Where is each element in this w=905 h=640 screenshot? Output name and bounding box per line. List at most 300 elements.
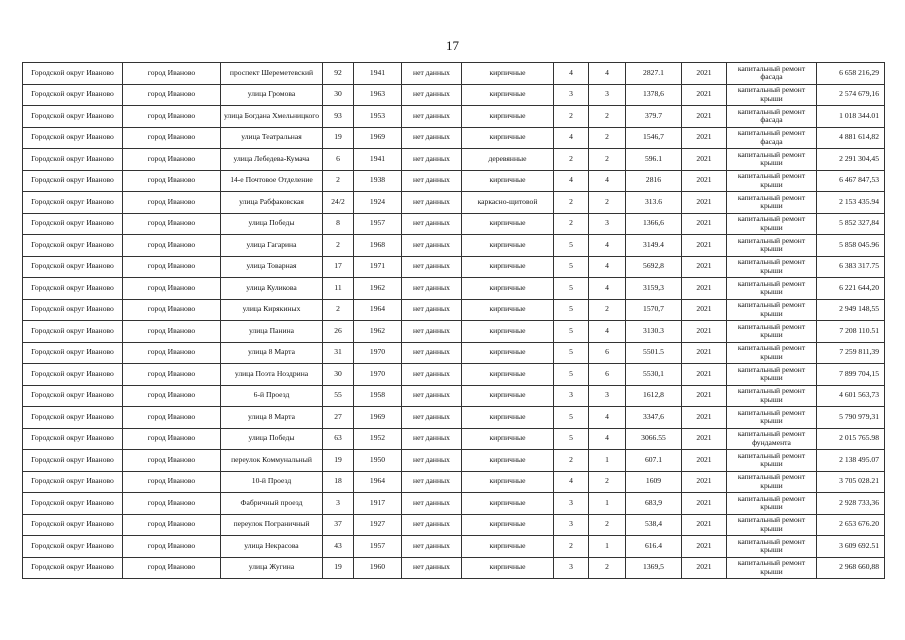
- cell-municipality: Городской округ Иваново: [23, 192, 123, 214]
- cell-house-number: 19: [323, 450, 354, 472]
- cell-house-number: 6: [323, 149, 354, 171]
- table-row: [23, 256, 885, 278]
- cell-year-renovated: нет данных: [402, 557, 462, 579]
- cell-municipality: Городской округ Иваново: [23, 536, 123, 558]
- cell-settlement: город Иваново: [123, 450, 221, 472]
- cell-floors: 2: [554, 192, 589, 214]
- cell-municipality: Городской округ Иваново: [23, 450, 123, 472]
- cell-settlement: город Иваново: [123, 493, 221, 515]
- cell-settlement: город Иваново: [123, 63, 221, 85]
- cell-wall-material: каркасно-щитовой: [462, 192, 554, 214]
- cell-settlement: город Иваново: [123, 321, 221, 343]
- cell-wall-material: кирпичные: [462, 256, 554, 278]
- cell-wall-material: кирпичные: [462, 235, 554, 257]
- cell-work-type: капитальный ремонт крыши: [727, 557, 817, 579]
- cell-wall-material: кирпичные: [462, 278, 554, 300]
- cell-wall-material: кирпичные: [462, 364, 554, 386]
- cell-work-year: 2021: [682, 557, 727, 579]
- cell-floors: 5: [554, 256, 589, 278]
- cell-work-type: капитальный ремонт крыши: [727, 192, 817, 214]
- cell-municipality: Городской округ Иваново: [23, 493, 123, 515]
- cell-year-renovated: нет данных: [402, 235, 462, 257]
- cell-municipality: Городской округ Иваново: [23, 170, 123, 192]
- cell-floors: 3: [554, 84, 589, 106]
- cell-year-renovated: нет данных: [402, 63, 462, 85]
- cell-settlement: город Иваново: [123, 385, 221, 407]
- cell-cost: 6 383 317.75: [817, 256, 885, 278]
- cell-work-type: капитальный ремонт крыши: [727, 514, 817, 536]
- cell-work-type: капитальный ремонт крыши: [727, 84, 817, 106]
- cell-municipality: Городской округ Иваново: [23, 471, 123, 493]
- cell-work-year: 2021: [682, 84, 727, 106]
- cell-year-built: 1962: [354, 321, 402, 343]
- cell-entrances: 3: [589, 213, 626, 235]
- cell-year-built: 1962: [354, 278, 402, 300]
- cell-house-number: 18: [323, 471, 354, 493]
- cell-floors: 5: [554, 342, 589, 364]
- cell-wall-material: кирпичные: [462, 299, 554, 321]
- cell-entrances: 4: [589, 63, 626, 85]
- cell-house-number: 63: [323, 428, 354, 450]
- cell-street: улица Товарная: [221, 256, 323, 278]
- cell-year-built: 1941: [354, 149, 402, 171]
- cell-floors: 4: [554, 471, 589, 493]
- table-row: [23, 385, 885, 407]
- cell-area: 3149.4: [626, 235, 682, 257]
- cell-work-year: 2021: [682, 321, 727, 343]
- cell-work-year: 2021: [682, 428, 727, 450]
- cell-settlement: город Иваново: [123, 213, 221, 235]
- cell-street: 14-е Почтовое Отделение: [221, 170, 323, 192]
- cell-entrances: 2: [589, 127, 626, 149]
- cell-entrances: 4: [589, 256, 626, 278]
- cell-cost: 2 574 679,16: [817, 84, 885, 106]
- table-row: [23, 342, 885, 364]
- cell-year-renovated: нет данных: [402, 213, 462, 235]
- cell-cost: 2 949 148,55: [817, 299, 885, 321]
- cell-wall-material: деревянные: [462, 149, 554, 171]
- cell-cost: 2 153 435.94: [817, 192, 885, 214]
- cell-work-type: капитальный ремонт крыши: [727, 471, 817, 493]
- cell-settlement: город Иваново: [123, 557, 221, 579]
- cell-cost: 4 601 563,73: [817, 385, 885, 407]
- cell-entrances: 1: [589, 450, 626, 472]
- cell-municipality: Городской округ Иваново: [23, 364, 123, 386]
- cell-area: 3130.3: [626, 321, 682, 343]
- table-row: [23, 106, 885, 128]
- cell-work-type: капитальный ремонт крыши: [727, 299, 817, 321]
- cell-cost: 7 208 110.51: [817, 321, 885, 343]
- cell-work-year: 2021: [682, 536, 727, 558]
- cell-floors: 5: [554, 299, 589, 321]
- table-row: [23, 192, 885, 214]
- cell-entrances: 6: [589, 342, 626, 364]
- cell-street: улица Победы: [221, 213, 323, 235]
- cell-floors: 5: [554, 428, 589, 450]
- cell-work-type: капитальный ремонт фасада: [727, 127, 817, 149]
- cell-wall-material: кирпичные: [462, 557, 554, 579]
- cell-cost: 5 858 045.96: [817, 235, 885, 257]
- cell-street: переулок Коммунальный: [221, 450, 323, 472]
- cell-floors: 2: [554, 450, 589, 472]
- cell-work-type: капитальный ремонт крыши: [727, 342, 817, 364]
- cell-municipality: Городской округ Иваново: [23, 235, 123, 257]
- cell-area: 596.1: [626, 149, 682, 171]
- cell-entrances: 4: [589, 321, 626, 343]
- cell-year-built: 1963: [354, 84, 402, 106]
- cell-area: 5692,8: [626, 256, 682, 278]
- cell-year-built: 1938: [354, 170, 402, 192]
- cell-settlement: город Иваново: [123, 364, 221, 386]
- cell-wall-material: кирпичные: [462, 385, 554, 407]
- cell-work-type: капитальный ремонт фасада: [727, 63, 817, 85]
- cell-area: 2816: [626, 170, 682, 192]
- cell-cost: 4 881 614,82: [817, 127, 885, 149]
- cell-cost: 2 015 765.98: [817, 428, 885, 450]
- cell-street: улица Театральная: [221, 127, 323, 149]
- cell-entrances: 4: [589, 235, 626, 257]
- cell-year-built: 1969: [354, 127, 402, 149]
- cell-entrances: 6: [589, 364, 626, 386]
- table-row: [23, 364, 885, 386]
- cell-municipality: Городской округ Иваново: [23, 149, 123, 171]
- cell-settlement: город Иваново: [123, 84, 221, 106]
- table-row: [23, 321, 885, 343]
- cell-entrances: 2: [589, 149, 626, 171]
- cell-wall-material: кирпичные: [462, 342, 554, 364]
- table-row: [23, 127, 885, 149]
- cell-area: 1570,7: [626, 299, 682, 321]
- cell-municipality: Городской округ Иваново: [23, 299, 123, 321]
- cell-floors: 5: [554, 278, 589, 300]
- cell-wall-material: кирпичные: [462, 213, 554, 235]
- cell-municipality: Городской округ Иваново: [23, 321, 123, 343]
- cell-year-renovated: нет данных: [402, 450, 462, 472]
- cell-area: 1378,6: [626, 84, 682, 106]
- cell-year-built: 1960: [354, 557, 402, 579]
- cell-wall-material: кирпичные: [462, 407, 554, 429]
- cell-work-year: 2021: [682, 471, 727, 493]
- cell-entrances: 2: [589, 557, 626, 579]
- cell-wall-material: кирпичные: [462, 127, 554, 149]
- cell-house-number: 19: [323, 557, 354, 579]
- cell-year-renovated: нет данных: [402, 106, 462, 128]
- cell-year-renovated: нет данных: [402, 149, 462, 171]
- cell-work-type: капитальный ремонт крыши: [727, 256, 817, 278]
- cell-street: улица 8 Марта: [221, 342, 323, 364]
- cell-wall-material: кирпичные: [462, 63, 554, 85]
- cell-work-type: капитальный ремонт крыши: [727, 450, 817, 472]
- page-number: 17: [446, 38, 459, 53]
- cell-cost: 2 968 660,88: [817, 557, 885, 579]
- cell-work-type: капитальный ремонт фундамента: [727, 428, 817, 450]
- table-row: [23, 471, 885, 493]
- table-row: [23, 450, 885, 472]
- cell-work-year: 2021: [682, 106, 727, 128]
- cell-settlement: город Иваново: [123, 106, 221, 128]
- cell-floors: 2: [554, 106, 589, 128]
- cell-year-built: 1969: [354, 407, 402, 429]
- cell-year-renovated: нет данных: [402, 471, 462, 493]
- cell-entrances: 2: [589, 471, 626, 493]
- cell-cost: 2 291 304,45: [817, 149, 885, 171]
- cell-entrances: 4: [589, 278, 626, 300]
- cell-work-type: капитальный ремонт крыши: [727, 235, 817, 257]
- cell-work-year: 2021: [682, 213, 727, 235]
- cell-floors: 3: [554, 557, 589, 579]
- cell-work-year: 2021: [682, 299, 727, 321]
- cell-floors: 5: [554, 407, 589, 429]
- cell-work-type: капитальный ремонт крыши: [727, 321, 817, 343]
- cell-wall-material: кирпичные: [462, 536, 554, 558]
- cell-house-number: 30: [323, 364, 354, 386]
- cell-year-built: 1957: [354, 536, 402, 558]
- cell-entrances: 3: [589, 385, 626, 407]
- cell-area: 616.4: [626, 536, 682, 558]
- cell-area: 3066.55: [626, 428, 682, 450]
- table-row: [23, 407, 885, 429]
- cell-area: 1366,6: [626, 213, 682, 235]
- cell-cost: 3 609 692.51: [817, 536, 885, 558]
- cell-wall-material: кирпичные: [462, 106, 554, 128]
- cell-year-renovated: нет данных: [402, 256, 462, 278]
- cell-cost: 6 467 847,53: [817, 170, 885, 192]
- cell-floors: 4: [554, 127, 589, 149]
- table-row: [23, 63, 885, 85]
- cell-area: 5501.5: [626, 342, 682, 364]
- cell-cost: 1 018 344.01: [817, 106, 885, 128]
- cell-year-renovated: нет данных: [402, 342, 462, 364]
- cell-street: 10-й Проезд: [221, 471, 323, 493]
- table-row: [23, 278, 885, 300]
- cell-entrances: 3: [589, 84, 626, 106]
- cell-street: улица Рабфаковская: [221, 192, 323, 214]
- cell-area: 683,9: [626, 493, 682, 515]
- table-row: [23, 493, 885, 515]
- cell-settlement: город Иваново: [123, 149, 221, 171]
- cell-floors: 5: [554, 321, 589, 343]
- cell-year-renovated: нет данных: [402, 514, 462, 536]
- cell-year-built: 1941: [354, 63, 402, 85]
- cell-cost: 7 899 704,15: [817, 364, 885, 386]
- cell-cost: 3 705 028.21: [817, 471, 885, 493]
- cell-entrances: 4: [589, 170, 626, 192]
- cell-year-renovated: нет данных: [402, 428, 462, 450]
- cell-year-renovated: нет данных: [402, 84, 462, 106]
- cell-year-renovated: нет данных: [402, 192, 462, 214]
- cell-work-type: капитальный ремонт крыши: [727, 149, 817, 171]
- cell-street: улица Победы: [221, 428, 323, 450]
- cell-year-built: 1924: [354, 192, 402, 214]
- cell-street: улица Богдана Хмельницкого: [221, 106, 323, 128]
- cell-area: 3347,6: [626, 407, 682, 429]
- cell-work-type: капитальный ремонт крыши: [727, 278, 817, 300]
- cell-work-type: капитальный ремонт крыши: [727, 213, 817, 235]
- cell-work-type: капитальный ремонт крыши: [727, 385, 817, 407]
- cell-house-number: 43: [323, 536, 354, 558]
- cell-settlement: город Иваново: [123, 235, 221, 257]
- cell-municipality: Городской округ Иваново: [23, 514, 123, 536]
- cell-work-type: капитальный ремонт крыши: [727, 493, 817, 515]
- cell-house-number: 55: [323, 385, 354, 407]
- cell-area: 2827.1: [626, 63, 682, 85]
- cell-work-year: 2021: [682, 278, 727, 300]
- cell-floors: 4: [554, 63, 589, 85]
- cell-house-number: 2: [323, 170, 354, 192]
- cell-settlement: город Иваново: [123, 428, 221, 450]
- cell-year-renovated: нет данных: [402, 321, 462, 343]
- cell-street: улица Куликова: [221, 278, 323, 300]
- cell-floors: 2: [554, 536, 589, 558]
- cell-street: улица Лебедева-Кумача: [221, 149, 323, 171]
- cell-work-type: капитальный ремонт крыши: [727, 170, 817, 192]
- cell-floors: 5: [554, 364, 589, 386]
- cell-house-number: 30: [323, 84, 354, 106]
- cell-house-number: 3: [323, 493, 354, 515]
- cell-year-built: 1917: [354, 493, 402, 515]
- cell-house-number: 24/2: [323, 192, 354, 214]
- cell-cost: 2 653 676.20: [817, 514, 885, 536]
- cell-year-built: 1971: [354, 256, 402, 278]
- cell-street: улица 8 Марта: [221, 407, 323, 429]
- cell-municipality: Городской округ Иваново: [23, 127, 123, 149]
- cell-year-built: 1958: [354, 385, 402, 407]
- cell-year-renovated: нет данных: [402, 385, 462, 407]
- cell-work-year: 2021: [682, 493, 727, 515]
- cell-year-built: 1968: [354, 235, 402, 257]
- cell-house-number: 27: [323, 407, 354, 429]
- cell-settlement: город Иваново: [123, 471, 221, 493]
- cell-wall-material: кирпичные: [462, 514, 554, 536]
- cell-work-type: капитальный ремонт фасада: [727, 106, 817, 128]
- cell-work-type: капитальный ремонт крыши: [727, 536, 817, 558]
- cell-settlement: город Иваново: [123, 127, 221, 149]
- table-row: [23, 213, 885, 235]
- cell-municipality: Городской округ Иваново: [23, 342, 123, 364]
- table-row: [23, 428, 885, 450]
- cell-year-built: 1957: [354, 213, 402, 235]
- cell-settlement: город Иваново: [123, 192, 221, 214]
- cell-work-year: 2021: [682, 235, 727, 257]
- cell-year-renovated: нет данных: [402, 493, 462, 515]
- cell-wall-material: кирпичные: [462, 321, 554, 343]
- cell-area: 607.1: [626, 450, 682, 472]
- table-row: [23, 557, 885, 579]
- cell-year-built: 1927: [354, 514, 402, 536]
- cell-house-number: 11: [323, 278, 354, 300]
- cell-work-year: 2021: [682, 407, 727, 429]
- cell-work-year: 2021: [682, 256, 727, 278]
- cell-work-year: 2021: [682, 342, 727, 364]
- cell-settlement: город Иваново: [123, 299, 221, 321]
- cell-street: улица Поэта Ноздрина: [221, 364, 323, 386]
- cell-floors: 2: [554, 149, 589, 171]
- cell-street: улица Жугина: [221, 557, 323, 579]
- cell-street: 6-й Проезд: [221, 385, 323, 407]
- cell-year-built: 1952: [354, 428, 402, 450]
- cell-year-renovated: нет данных: [402, 299, 462, 321]
- cell-municipality: Городской округ Иваново: [23, 256, 123, 278]
- cell-house-number: 8: [323, 213, 354, 235]
- cell-year-built: 1970: [354, 364, 402, 386]
- cell-floors: 3: [554, 385, 589, 407]
- cell-work-year: 2021: [682, 450, 727, 472]
- cell-entrances: 1: [589, 536, 626, 558]
- cell-municipality: Городской округ Иваново: [23, 385, 123, 407]
- cell-area: 538,4: [626, 514, 682, 536]
- cell-house-number: 19: [323, 127, 354, 149]
- cell-street: проспект Шереметевский: [221, 63, 323, 85]
- cell-work-year: 2021: [682, 364, 727, 386]
- cell-house-number: 2: [323, 235, 354, 257]
- cell-entrances: 2: [589, 299, 626, 321]
- cell-work-year: 2021: [682, 63, 727, 85]
- cell-cost: 6 658 216,29: [817, 63, 885, 85]
- cell-year-renovated: нет данных: [402, 364, 462, 386]
- cell-work-year: 2021: [682, 149, 727, 171]
- cell-cost: 2 928 733,36: [817, 493, 885, 515]
- table-row: [23, 170, 885, 192]
- cell-street: улица Гагарина: [221, 235, 323, 257]
- cell-cost: 7 259 811,39: [817, 342, 885, 364]
- buildings-table: [22, 62, 885, 579]
- table-row: [23, 149, 885, 171]
- cell-entrances: 2: [589, 514, 626, 536]
- cell-cost: 5 852 327,84: [817, 213, 885, 235]
- cell-year-renovated: нет данных: [402, 278, 462, 300]
- cell-work-year: 2021: [682, 170, 727, 192]
- cell-settlement: город Иваново: [123, 514, 221, 536]
- cell-street: улица Громова: [221, 84, 323, 106]
- cell-municipality: Городской округ Иваново: [23, 557, 123, 579]
- cell-area: 3159,3: [626, 278, 682, 300]
- cell-area: 313.6: [626, 192, 682, 214]
- cell-floors: 4: [554, 170, 589, 192]
- cell-house-number: 92: [323, 63, 354, 85]
- cell-floors: 2: [554, 213, 589, 235]
- cell-house-number: 17: [323, 256, 354, 278]
- cell-cost: 6 221 644,20: [817, 278, 885, 300]
- cell-area: 1546,7: [626, 127, 682, 149]
- cell-year-built: 1964: [354, 299, 402, 321]
- cell-wall-material: кирпичные: [462, 170, 554, 192]
- cell-municipality: Городской округ Иваново: [23, 84, 123, 106]
- cell-work-type: капитальный ремонт крыши: [727, 364, 817, 386]
- cell-year-built: 1950: [354, 450, 402, 472]
- table-row: [23, 299, 885, 321]
- cell-house-number: 37: [323, 514, 354, 536]
- cell-entrances: 2: [589, 192, 626, 214]
- cell-area: 1612,8: [626, 385, 682, 407]
- cell-settlement: город Иваново: [123, 278, 221, 300]
- cell-work-year: 2021: [682, 514, 727, 536]
- cell-year-built: 1970: [354, 342, 402, 364]
- cell-house-number: 26: [323, 321, 354, 343]
- cell-house-number: 2: [323, 299, 354, 321]
- cell-work-year: 2021: [682, 192, 727, 214]
- cell-municipality: Городской округ Иваново: [23, 407, 123, 429]
- table-row: [23, 514, 885, 536]
- cell-municipality: Городской округ Иваново: [23, 106, 123, 128]
- table-row: [23, 536, 885, 558]
- table-row: [23, 84, 885, 106]
- cell-entrances: 4: [589, 428, 626, 450]
- cell-entrances: 4: [589, 407, 626, 429]
- cell-year-renovated: нет данных: [402, 127, 462, 149]
- cell-settlement: город Иваново: [123, 256, 221, 278]
- cell-street: Фабричный проезд: [221, 493, 323, 515]
- cell-floors: 5: [554, 235, 589, 257]
